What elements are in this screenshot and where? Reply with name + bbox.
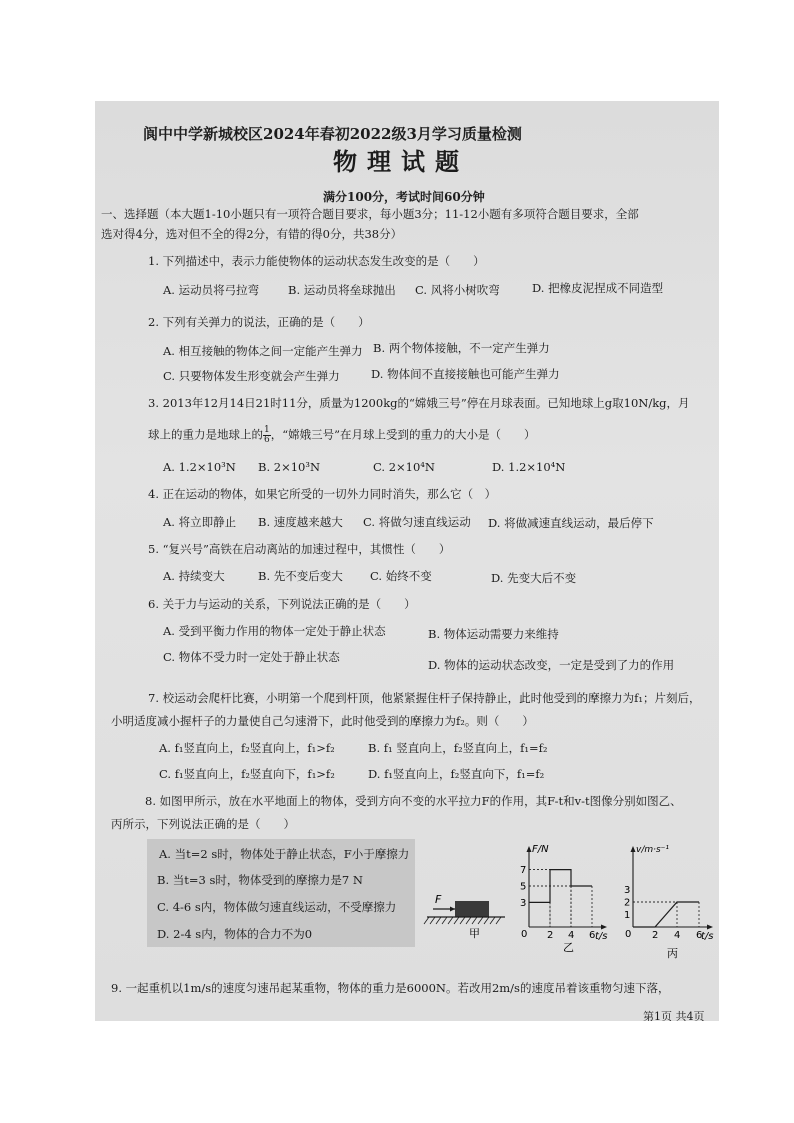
q6-option-a: A. 受到平衡力作用的物体一定处于静止状态 (163, 624, 386, 638)
caption-bing: 丙 (667, 947, 678, 959)
q5-stem: 5. “复兴号”高铁在启动离站的加速过程中，其惯性（ ） (148, 542, 451, 556)
exam-subtitle: 物理试题 (333, 147, 469, 176)
q3-stem-line2 (148, 426, 536, 445)
q3-option-d: D. 1.2×10⁴N (492, 460, 566, 474)
x-tick-label: 4 (568, 930, 575, 941)
q3-stem-line2-start: 球上的重力是地球上的 (148, 427, 263, 442)
x-axis-arrow (601, 925, 607, 930)
hatch-mark (436, 917, 441, 924)
hatch-mark (424, 917, 429, 924)
q1-option-b: B. 运动员将垒球抛出 (288, 283, 396, 297)
hatch-mark (466, 917, 471, 924)
hatch-mark (490, 917, 495, 924)
q9-stem: 9. 一起重机以1m/s的速度匀速吊起某重物，物体的重力是6000N。若改用2m/s的速度吊着该重物匀速下落， (111, 981, 670, 995)
exam-info: 满分100分，考试时间60分钟 (323, 190, 485, 204)
hatch-mark (430, 917, 435, 924)
q2-option-c: C. 只要物体发生形变就会产生弹力 (163, 369, 340, 383)
hatch-mark (478, 917, 483, 924)
q5-option-b: B. 先不变后变大 (258, 569, 343, 583)
x-tick-label: 6 (696, 930, 703, 941)
q3-option-b: B. 2×10³N (258, 460, 321, 474)
q4-stem: 4. 正在运动的物体，如果它所受的一切外力同时消失，那么它（ ） (148, 487, 497, 501)
x-tick-label: 6 (589, 930, 596, 941)
q7-stem-line1: 7. 校运动会爬杆比赛，小明第一个爬到杆顶，他紧紧握住杆子保持静止，此时他受到的摩擦力为f₁；片刻后， (148, 691, 701, 705)
q3-stem-line1: 3. 2013年12月14日21时11分，质量为1200kg的“嫦娥三号”停在月球表面。已知地球上g取10N/kg，月 (148, 396, 690, 410)
x-tick-label: 4 (674, 930, 681, 941)
ground-hatch (424, 917, 501, 924)
chart-f-t (509, 841, 609, 953)
q6-option-b: B. 物体运动需要力来维持 (428, 627, 559, 641)
exam-title: 阆中中学新城校区2024年春初2022级3月学习质量检测 (143, 125, 522, 143)
q3-option-c: C. 2×10⁴N (373, 460, 435, 474)
y-tick-label: 1 (624, 910, 631, 921)
q2-option-d: D. 物体间不直接接触也可能产生弹力 (371, 367, 560, 381)
section-instructions-line1: 一、选择题（本大题1-10小题只有一项符合题目要求，每小题3分；11-12小题有多项符合题目要求，全部 (101, 207, 639, 221)
x-tick-label: 2 (547, 930, 554, 941)
q4-option-b: B. 速度越来越大 (258, 515, 343, 529)
chart-v-t (613, 841, 717, 959)
caption-yi: 乙 (563, 941, 574, 953)
y-axis-label: F/N (532, 844, 549, 855)
q3-stem-line2-end: ，“嫦娥三号”在月球上受到的重力的大小是（ ） (270, 427, 536, 442)
force-arrow-head (450, 907, 455, 912)
y-tick-label: 5 (520, 881, 527, 893)
hatch-mark (442, 917, 447, 924)
y-axis-arrow (631, 846, 636, 852)
q3-option-a: A. 1.2×10³N (163, 460, 236, 474)
y-tick-label: 2 (624, 897, 631, 909)
y-axis-arrow (527, 846, 532, 852)
q8-option-d: D. 2-4 s内，物体的合力不为0 (157, 927, 313, 941)
q2-option-a: A. 相互接触的物体之间一定能产生弹力 (163, 344, 363, 358)
x-tick-label: 2 (652, 930, 659, 941)
page-footer: 第1页 共4页 (643, 1010, 705, 1021)
origin-label: 0 (521, 929, 528, 940)
section-instructions-line2: 选对得4分，选对但不全的得2分，有错的得0分，共38分） (101, 227, 403, 241)
x-axis-label: t/s (701, 931, 714, 942)
q7-option-a: A. f₁竖直向上，f₂竖直向上，f₁>f₂ (159, 741, 335, 755)
q7-stem-line2: 小明适度减小握杆子的力量使自己匀速滑下，此时他受到的摩擦力为f₂。则（ ） (111, 714, 534, 728)
block-rect (455, 901, 489, 917)
q4-option-c: C. 将做匀速直线运动 (363, 515, 471, 529)
y-tick-label: 3 (520, 897, 527, 909)
tick-labels (624, 885, 702, 941)
q8-stem-line2: 丙所示，下列说法正确的是（ ） (111, 817, 295, 831)
q6-option-d: D. 物体的运动状态改变，一定是受到了力的作用 (428, 658, 675, 672)
y-tick-label: 3 (624, 885, 631, 896)
q1-option-c: C. 风将小树吹弯 (415, 283, 500, 297)
hatch-mark (496, 917, 501, 924)
hatch-mark (460, 917, 465, 924)
q6-stem: 6. 关于力与运动的关系，下列说法正确的是（ ） (148, 597, 416, 611)
hatch-mark (448, 917, 453, 924)
q7-option-c: C. f₁竖直向上，f₂竖直向下，f₁>f₂ (159, 767, 335, 781)
q3-fraction-numerator: 1 (264, 425, 270, 435)
caption-jia: 甲 (469, 927, 480, 940)
y-tick-label: 7 (520, 865, 527, 877)
q8-option-c: C. 4-6 s内，物体做匀速直线运动，不受摩擦力 (157, 900, 397, 914)
guide-lines (529, 870, 592, 927)
q5-option-a: A. 持续变大 (163, 569, 225, 583)
y-axis-label: v/m·s⁻¹ (636, 845, 670, 855)
q3-fraction-denominator: 6 (264, 435, 270, 445)
exam-paper (95, 101, 719, 1021)
q4-option-a: A. 将立即静止 (163, 515, 237, 529)
hatch-mark (484, 917, 489, 924)
q2-stem: 2. 下列有关弹力的说法，正确的是（ ） (148, 315, 370, 329)
q8-option-a: A. 当t=2 s时，物体处于静止状态，F小于摩擦力 (159, 847, 410, 861)
figure-jia (417, 887, 507, 949)
q8-stem-line1: 8. 如图甲所示，放在水平地面上的物体，受到方向不变的水平拉力F的作用，其F-t和v-t图像分别如图乙、 (145, 794, 682, 808)
q1-option-d: D. 把橡皮泥捏成不同造型 (532, 281, 664, 295)
tick-labels (520, 865, 595, 941)
q6-option-c: C. 物体不受力时一定处于静止状态 (163, 650, 340, 664)
hatch-mark (454, 917, 459, 924)
q5-option-d: D. 先变大后不变 (491, 571, 577, 585)
hatch-mark (472, 917, 477, 924)
q2-option-b: B. 两个物体接触，不一定产生弹力 (373, 341, 550, 355)
velocity-series-line (633, 902, 699, 927)
q1-option-a: A. 运动员将弓拉弯 (163, 283, 260, 297)
q8-option-b: B. 当t=3 s时，物体受到的摩擦力是7 N (157, 873, 363, 887)
x-axis-arrow (707, 925, 713, 930)
q4-option-d: D. 将做减速直线运动，最后停下 (488, 516, 654, 530)
q1-stem: 1. 下列描述中，表示力能使物体的运动状态发生改变的是（ ） (148, 254, 485, 268)
force-label: F (435, 893, 442, 906)
q7-option-b: B. f₁ 竖直向上，f₂竖直向上，f₁=f₂ (368, 741, 548, 755)
x-axis-label: t/s (595, 931, 608, 942)
q3-fraction (263, 426, 271, 445)
q7-option-d: D. f₁竖直向上，f₂竖直向下，f₁=f₂ (368, 767, 545, 781)
origin-label: 0 (625, 929, 632, 940)
q5-option-c: C. 始终不变 (370, 569, 432, 583)
